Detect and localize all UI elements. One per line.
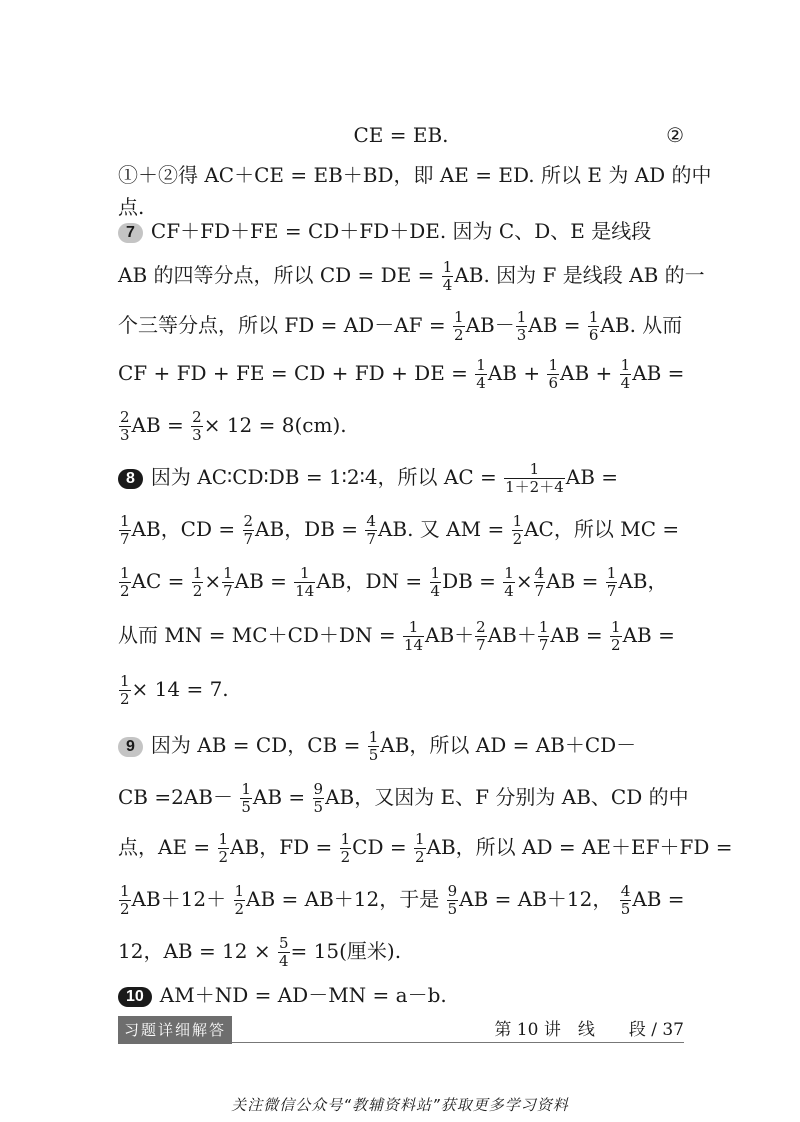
fraction: $\frac{1}{2}$ [218,830,229,866]
fraction: $\frac{4}{7}$ [366,512,376,548]
fraction: $\frac{1}{2}$ [234,882,245,918]
fraction: $\frac{9}{5}$ [313,780,324,816]
fraction: $\frac{1}{4}$ [476,356,486,392]
text-line: ①＋②得 AC＋CE = EB＋BD，即 AE = ED. 所以 E 为 AD 的中 [118,163,712,187]
fraction: $\frac{1}{2}$ [192,564,203,600]
chapter-page-label: 第 10 讲 线 段 / 37 [494,1020,684,1040]
equation-number: ② [666,123,684,147]
section-tab: 习题详细解答 [118,1016,232,1044]
problem-8-line-1: 8 因为 AC∶CD∶DB = 1∶2∶4，所以 AC = $\frac{1}{1+2+4}$ AB = [118,460,684,496]
problem-9-line-3: 点，AE = $\frac{1}{2}$ AB，FD = $\frac{1}{2}$ CD = $\frac{1}{2}$ AB，所以 AD = AE＋EF＋FD = [118,830,733,866]
fraction: $\frac{5}{4}$ [279,934,289,970]
fraction: $\frac{4}{7}$ [534,564,545,600]
problem-10-line-1: 10 AM＋ND = AD－MN = a－b. [118,978,684,1012]
problem-7-line-5: $\frac{2}{3}$ AB = $\frac{2}{3}$ × 12 = 8(cm). [120,408,347,444]
fraction: $\frac{1}{7}$ [606,564,617,600]
fraction: $\frac{1}{2}$ [454,308,464,344]
equation-ce-eb: CE = EB. ② [118,118,684,152]
problem-badge-8: 8 [118,469,143,489]
fraction: $\frac{2}{3}$ [120,408,130,444]
fraction: $\frac{1}{2}$ [120,882,130,918]
fraction: $\frac{1}{4}$ [620,356,631,392]
fraction: $\frac{1}{1+2+4}$ [505,460,564,496]
fraction: $\frac{1}{2}$ [120,564,130,600]
fraction: $\frac{2}{7}$ [476,618,486,654]
problem-badge-7: 7 [118,223,143,243]
fraction: $\frac{1}{7}$ [538,618,549,654]
text-line: 点. [118,195,145,219]
problem-8-line-4: 从而 MN = MC＋CD＋DN = $\frac{1}{14}$ AB＋ $\frac{2}{7}$ AB＋ $\frac{1}{7}$ AB = $\frac{1}{2}$ AB = [118,618,675,654]
fraction: $\frac{1}{5}$ [241,780,251,816]
problem-9-line-4: $\frac{1}{2}$ AB＋12＋ $\frac{1}{2}$ AB = AB＋12，于是 $\frac{9}{5}$ AB = AB＋12， $\frac{4}{5}$ AB = [120,882,685,918]
fraction: $\frac{2}{3}$ [192,408,202,444]
problem-7-line-2: AB 的四等分点，所以 CD = DE = $\frac{1}{4}$ AB. 因为 F 是线段 AB 的一 [118,258,705,294]
fraction: $\frac{1}{7}$ [120,512,130,548]
fraction: $\frac{9}{5}$ [447,882,458,918]
problem-badge-10: 10 [118,987,152,1007]
fraction: $\frac{1}{2}$ [120,672,130,708]
problem-7-line-1: 7 CF＋FD＋FE = CD＋FD＋DE. 因为 C、D、E 是线段 [118,214,684,248]
problem-7-line-3: 个三等分点，所以 FD = AD－AF = $\frac{1}{2}$ AB－ $\frac{1}{3}$ AB = $\frac{1}{6}$ AB. 从而 [118,308,683,344]
problem-8-line-2: $\frac{1}{7}$ AB，CD = $\frac{2}{7}$ AB，DB = $\frac{4}{7}$ AB. 又 AM = $\frac{1}{2}$ AC，所以 MC = [120,512,680,548]
problem-9-line-2: CB =2AB－ $\frac{1}{5}$ AB = $\frac{9}{5}$ AB，又因为 E、F 分别为 AB、CD 的中 [118,780,689,816]
fraction: $\frac{1}{4}$ [442,258,453,294]
fraction: $\frac{1}{2}$ [414,830,425,866]
fraction: $\frac{1}{14}$ [295,564,315,600]
fraction: $\frac{1}{6}$ [548,356,559,392]
fraction: $\frac{1}{3}$ [516,308,527,344]
watermark-text: 关注微信公众号“教辅资料站”获取更多学习资料 [231,1096,569,1114]
problem-8-line-3: $\frac{1}{2}$ AC = $\frac{1}{2}$ × $\frac{1}{7}$ AB = $\frac{1}{14}$ AB，DN = $\frac{1}{4}$ DB = $\frac{1}{4}$ × $\frac{4}{7}$ AB = $\frac{1}{7}$ AB， [120,564,668,600]
fraction: $\frac{1}{5}$ [368,728,379,764]
fraction: $\frac{2}{7}$ [243,512,254,548]
fraction: $\frac{1}{4}$ [430,564,441,600]
fraction: $\frac{4}{5}$ [620,882,631,918]
problem-9-line-1: 9 因为 AB = CD，CB = $\frac{1}{5}$ AB，所以 AD = AB＋CD－ [118,728,684,764]
fraction: $\frac{1}{6}$ [588,308,599,344]
fraction: $\frac{1}{2}$ [611,618,621,654]
fraction: $\frac{1}{4}$ [504,564,514,600]
problem-badge-9: 9 [118,737,143,757]
problem-9-line-5: 12，AB = 12 × $\frac{5}{4}$ = 15(厘米). [118,934,402,970]
problem-8-line-5: $\frac{1}{2}$ × 14 = 7. [120,672,229,708]
fraction: $\frac{1}{2}$ [512,512,523,548]
fraction: $\frac{1}{7}$ [223,564,233,600]
fraction: $\frac{1}{14}$ [403,618,424,654]
fraction: $\frac{1}{2}$ [340,830,351,866]
problem-7-line-4: CF + FD + FE = CD + FD + DE = $\frac{1}{4}$ AB + $\frac{1}{6}$ AB + $\frac{1}{4}$ AB = [118,356,685,392]
